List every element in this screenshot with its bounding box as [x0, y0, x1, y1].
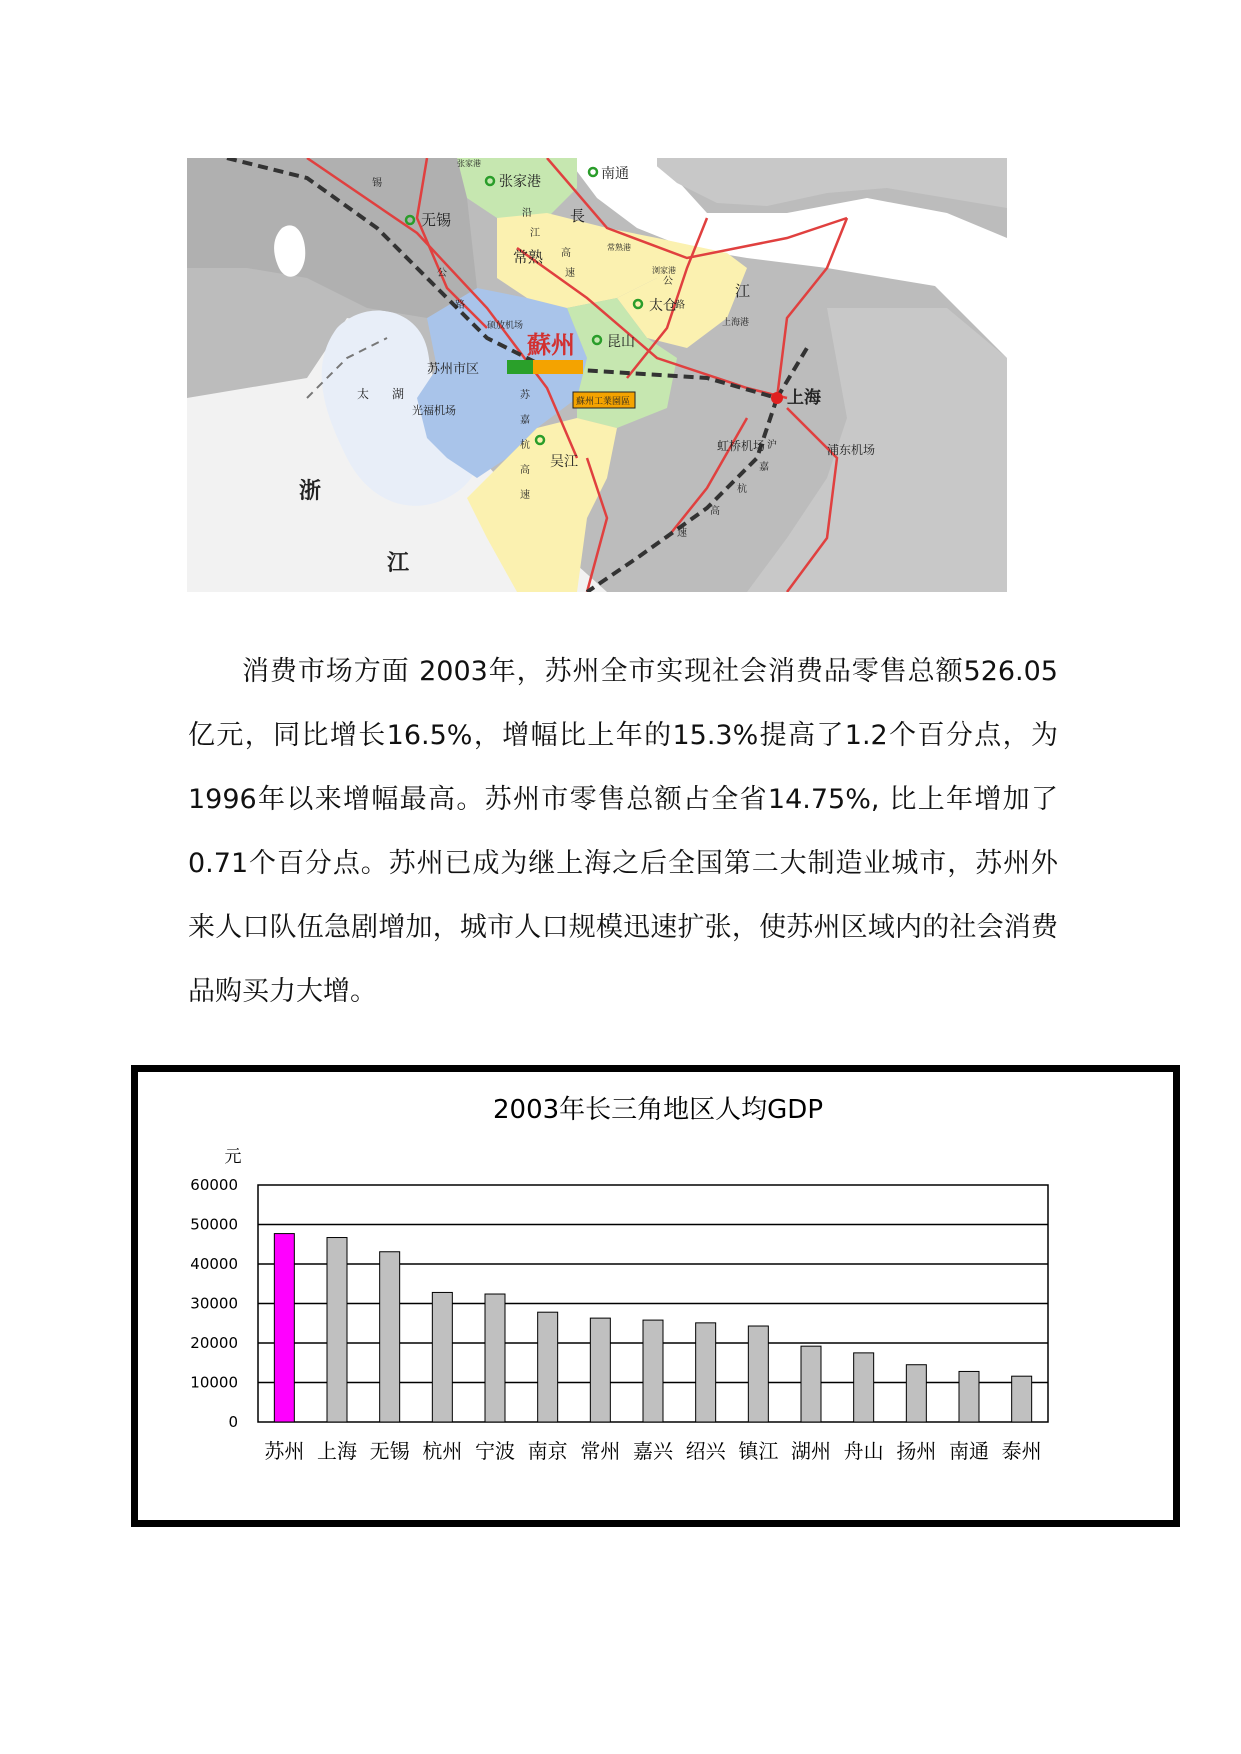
- bar-7: [643, 1320, 663, 1422]
- suzhou-new-district-block: [507, 360, 533, 374]
- gdp-bar-chart: [138, 1072, 1173, 1520]
- bar-8: [696, 1323, 716, 1422]
- map-label-road-char: 江: [530, 228, 540, 239]
- map-label-road-char: 嘉: [759, 462, 769, 473]
- bar-5: [538, 1312, 558, 1422]
- map-label-road-char: 高: [710, 506, 720, 517]
- map-label-road-char: 苏: [520, 390, 530, 401]
- bar-9: [748, 1326, 768, 1422]
- map-label-chang: 長: [570, 207, 586, 225]
- map-label-road-char: 路: [455, 300, 465, 311]
- y-tick-label: 0: [228, 1413, 238, 1431]
- x-category-label: 绍兴: [685, 1439, 726, 1463]
- bar-11: [854, 1353, 874, 1422]
- x-category-label: 常州: [580, 1439, 621, 1463]
- map-label-road-char: 杭: [520, 440, 530, 451]
- x-category-label: 上海: [317, 1439, 357, 1463]
- map-label-pudong-airport: 浦东机场: [827, 443, 876, 457]
- map-label-road-char: 高: [561, 248, 571, 259]
- map-label-road-char: 速: [677, 528, 687, 539]
- map-label-nantong: 南通: [601, 166, 629, 182]
- map-label-road-char: 速: [520, 490, 530, 501]
- y-tick-label: 20000: [190, 1334, 238, 1352]
- map-label-road-char: 公: [437, 268, 447, 279]
- map-label-road-char: 锡: [372, 178, 382, 189]
- map-label-road-char: 速: [565, 268, 575, 279]
- map-label-jiang: 江: [387, 551, 410, 576]
- suzhou-region-map: [187, 158, 1007, 592]
- y-tick-label: 50000: [190, 1215, 238, 1234]
- plot-area: [190, 1176, 1048, 1463]
- map-label-kunshan: 昆山: [607, 334, 635, 350]
- map-label-road-char: 高: [520, 465, 530, 476]
- x-category-label: 嘉兴: [633, 1439, 673, 1463]
- y-tick-label: 10000: [190, 1373, 238, 1392]
- map-label-road-char: 路: [675, 300, 685, 311]
- map-label-road-char: 沪: [767, 440, 777, 451]
- y-tick-label: 30000: [190, 1294, 238, 1313]
- map-label-shuoping: 硕放机场: [487, 321, 524, 331]
- x-category-label: 扬州: [896, 1439, 937, 1463]
- map-svg: [187, 158, 1007, 592]
- map-label-taihu-1: 太: [357, 387, 370, 401]
- shanghai-marker: [771, 392, 783, 404]
- x-category-label: 湖州: [791, 1439, 831, 1463]
- bar-4: [485, 1294, 505, 1422]
- bar-10: [801, 1346, 821, 1422]
- x-category-label: 南京: [527, 1439, 568, 1463]
- x-category-label: 舟山: [843, 1439, 884, 1463]
- map-label-taicang: 太仓: [649, 298, 677, 314]
- map-label-road-char: 沿: [522, 208, 532, 219]
- map-label-zhe: 浙: [299, 479, 322, 504]
- bar-13: [959, 1371, 979, 1422]
- map-label-suzhou-district: 苏州市区: [427, 362, 480, 377]
- chart-y-axis-label: 元: [224, 1147, 242, 1167]
- industrial-park-label: 蘇州工業園區: [576, 397, 631, 407]
- map-label-road-char: 杭: [737, 484, 747, 495]
- map-label-wujiang: 吴江: [550, 454, 578, 470]
- x-category-label: 宁波: [475, 1439, 515, 1463]
- y-tick-label: 60000: [190, 1176, 238, 1194]
- x-category-label: 无锡: [369, 1439, 410, 1463]
- map-label-guangfu-airport: 光福机场: [412, 404, 456, 417]
- bar-3: [432, 1292, 452, 1422]
- map-label-shanghai-port: 上海港: [722, 318, 750, 328]
- gdp-chart-frame: [131, 1065, 1180, 1527]
- bar-12: [906, 1365, 926, 1422]
- bar-1: [327, 1238, 347, 1422]
- body-paragraph: 消费市场方面 2003年，苏州全市实现社会消费品零售总额526.05亿元，同比增长16.5%，增幅比上年的15.3%提高了1.2个百分点，为1996年以来增幅最高。苏州市零售总额占全省14.75%, 比上年增加了0.71个百分点。苏州已成为继上海之后全国第二大制造业城市，苏州外来人口队伍急剧增加，城市人口规模迅速扩张，使苏州区域内的社会消费品购买力大增。: [188, 656, 1058, 1007]
- bar-2: [380, 1252, 400, 1422]
- map-label-hongqiao-airport: 虹桥机场: [717, 439, 766, 453]
- map-label-changshu: 常熟: [513, 248, 544, 266]
- chart-title: 2003年长三角地区人均GDP: [492, 1095, 824, 1125]
- bar-14: [1012, 1376, 1032, 1422]
- map-label-road-char: 公: [663, 276, 673, 287]
- map-label-taihu-2: 湖: [392, 387, 405, 401]
- x-category-label: 镇江: [738, 1439, 779, 1463]
- map-label-taicang-port: 浏家港: [652, 266, 676, 275]
- map-label-zhangjiagang: 张家港: [499, 174, 541, 190]
- map-label-suzhou-big: 蘇州: [527, 331, 575, 359]
- map-label-wuxi: 无锡: [421, 211, 452, 229]
- map-label-changshu-port: 常熟港: [607, 243, 631, 252]
- x-category-label: 杭州: [422, 1439, 463, 1463]
- x-category-label: 苏州: [264, 1439, 305, 1463]
- x-category-label: 泰州: [1001, 1439, 1042, 1463]
- industrial-park-block: [533, 360, 583, 374]
- map-label-shanghai: 上海: [787, 388, 821, 408]
- bar-0: [274, 1234, 294, 1422]
- map-label-road-char: 嘉: [520, 415, 530, 426]
- map-label-zhangjiagang-port: 张家港: [457, 159, 481, 168]
- bar-6: [590, 1318, 610, 1422]
- y-tick-label: 40000: [190, 1255, 238, 1273]
- x-category-label: 南通: [949, 1439, 989, 1463]
- map-label-river-jiang: 江: [735, 282, 751, 300]
